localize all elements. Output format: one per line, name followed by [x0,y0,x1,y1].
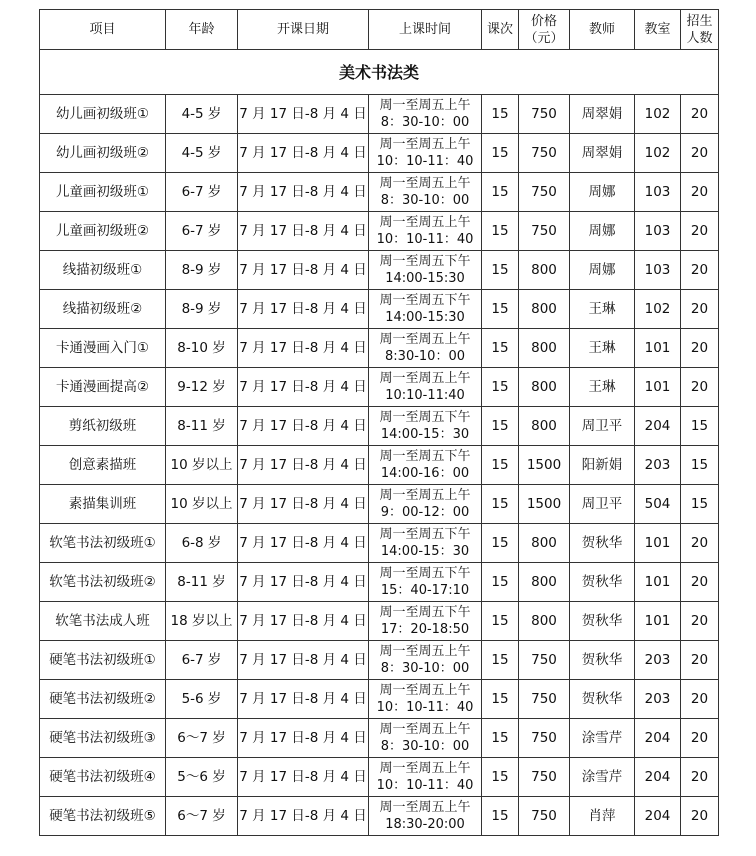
price-cell: 800 [519,524,570,563]
quota-cell: 20 [681,680,719,719]
start-date-cell: 7 月 17 日-8 月 4 日 [238,290,369,329]
class-time-cell [369,134,482,173]
start-date-cell: 7 月 17 日-8 月 4 日 [238,368,369,407]
sessions-cell: 15 [482,368,519,407]
table-row [40,524,719,563]
sessions-cell: 15 [482,173,519,212]
course-name-cell: 硬笔书法初级班⑤ [40,797,166,836]
header-teacher: 教师 [570,10,635,50]
start-date-cell: 7 月 17 日-8 月 4 日 [238,797,369,836]
class-time-days: 周一至周五下午 [379,605,471,620]
teacher-cell: 王琳 [570,368,635,407]
price-cell: 750 [519,212,570,251]
teacher-cell: 周娜 [570,212,635,251]
header-quota: 招生 人数 [681,10,719,50]
start-date-cell: 7 月 17 日-8 月 4 日 [238,485,369,524]
age-cell: 5～6 岁 [166,758,238,797]
table-row [40,407,719,446]
table-row [40,368,719,407]
class-time-cell [369,680,482,719]
class-time-days: 周一至周五下午 [379,449,471,464]
schedule-table-wrapper [39,9,719,836]
class-time-cell [369,446,482,485]
table-row [40,95,719,134]
start-date-cell: 7 月 17 日-8 月 4 日 [238,329,369,368]
price-cell: 800 [519,329,570,368]
room-cell: 204 [635,407,681,446]
course-name-cell: 硬笔书法初级班② [40,680,166,719]
class-time-hours: 8：30-10：00 [380,193,470,208]
room-cell: 204 [635,758,681,797]
teacher-cell: 周娜 [570,173,635,212]
room-cell: 203 [635,680,681,719]
class-time-hours: 15：40-17:10 [380,583,470,598]
course-name-cell: 剪纸初级班 [40,407,166,446]
price-cell: 800 [519,407,570,446]
header-price: 价格 （元） [519,10,570,50]
class-time-days: 周一至周五上午 [379,683,471,698]
class-time-cell [369,368,482,407]
room-cell: 101 [635,368,681,407]
teacher-cell: 贺秋华 [570,563,635,602]
price-cell: 800 [519,251,570,290]
table-row [40,680,719,719]
age-cell: 6-7 岁 [166,641,238,680]
table-row [40,758,719,797]
start-date-cell: 7 月 17 日-8 月 4 日 [238,212,369,251]
start-date-cell: 7 月 17 日-8 月 4 日 [238,602,369,641]
quota-cell: 20 [681,134,719,173]
age-cell: 10 岁以上 [166,485,238,524]
class-time-cell [369,602,482,641]
class-time-hours: 14:00-15:30 [385,271,465,286]
quota-cell: 15 [681,485,719,524]
room-cell: 101 [635,563,681,602]
room-cell: 203 [635,641,681,680]
course-name-cell: 硬笔书法初级班④ [40,758,166,797]
class-time-cell [369,563,482,602]
teacher-cell: 贺秋华 [570,524,635,563]
table-row [40,446,719,485]
class-time-days: 周一至周五上午 [379,371,471,386]
age-cell: 6-7 岁 [166,173,238,212]
class-time-days: 周一至周五下午 [379,566,471,581]
class-time-hours: 9：00-12：00 [380,505,470,520]
table-row [40,602,719,641]
age-cell: 8-9 岁 [166,251,238,290]
start-date-cell: 7 月 17 日-8 月 4 日 [238,641,369,680]
price-cell: 750 [519,680,570,719]
room-cell: 204 [635,797,681,836]
quota-cell: 20 [681,758,719,797]
age-cell: 4-5 岁 [166,95,238,134]
table-row [40,134,719,173]
price-cell: 750 [519,758,570,797]
header-project: 项目 [40,10,166,50]
class-time-hours: 8:30-10：00 [385,349,465,364]
class-time-days: 周一至周五上午 [379,98,471,113]
table-row [40,485,719,524]
room-cell: 101 [635,524,681,563]
class-time-days: 周一至周五上午 [379,800,471,815]
price-cell: 750 [519,173,570,212]
teacher-cell: 王琳 [570,329,635,368]
class-time-cell [369,251,482,290]
age-cell: 10 岁以上 [166,446,238,485]
class-time-hours: 8：30-10：00 [380,739,470,754]
header-class-time: 上课时间 [369,10,482,50]
room-cell: 203 [635,446,681,485]
class-time-hours: 17：20-18:50 [380,622,470,637]
course-name-cell: 儿童画初级班① [40,173,166,212]
room-cell: 504 [635,485,681,524]
class-time-days: 周一至周五上午 [379,332,471,347]
teacher-cell: 涂雪芹 [570,758,635,797]
price-cell: 750 [519,641,570,680]
course-name-cell: 硬笔书法初级班① [40,641,166,680]
price-cell: 800 [519,290,570,329]
class-time-cell [369,407,482,446]
sessions-cell: 15 [482,797,519,836]
age-cell: 4-5 岁 [166,134,238,173]
section-title: 美术书法类 [40,50,719,95]
table-row [40,290,719,329]
room-cell: 101 [635,602,681,641]
room-cell: 204 [635,719,681,758]
sessions-cell: 15 [482,563,519,602]
sessions-cell: 15 [482,719,519,758]
header-room: 教室 [635,10,681,50]
room-cell: 103 [635,251,681,290]
quota-cell: 20 [681,602,719,641]
course-name-cell: 创意素描班 [40,446,166,485]
course-name-cell: 卡通漫画入门① [40,329,166,368]
sessions-cell: 15 [482,290,519,329]
header-age: 年龄 [166,10,238,50]
teacher-cell: 贺秋华 [570,602,635,641]
sessions-cell: 15 [482,95,519,134]
class-time-cell [369,212,482,251]
price-cell: 1500 [519,446,570,485]
sessions-cell: 15 [482,251,519,290]
class-time-cell [369,290,482,329]
class-time-hours: 14:00-15：30 [380,544,470,559]
course-name-cell: 幼儿画初级班① [40,95,166,134]
table-row [40,329,719,368]
class-time-days: 周一至周五上午 [379,644,471,659]
start-date-cell: 7 月 17 日-8 月 4 日 [238,407,369,446]
class-time-hours: 8：30-10：00 [380,115,470,130]
start-date-cell: 7 月 17 日-8 月 4 日 [238,95,369,134]
class-time-days: 周一至周五上午 [379,761,471,776]
table-row [40,797,719,836]
table-row [40,173,719,212]
course-name-cell: 软笔书法初级班② [40,563,166,602]
price-cell: 750 [519,134,570,173]
quota-cell: 20 [681,329,719,368]
header-sessions: 课次 [482,10,519,50]
start-date-cell: 7 月 17 日-8 月 4 日 [238,446,369,485]
teacher-cell: 周卫平 [570,485,635,524]
quota-cell: 20 [681,212,719,251]
sessions-cell: 15 [482,602,519,641]
price-cell: 750 [519,797,570,836]
quota-cell: 20 [681,563,719,602]
class-time-cell [369,95,482,134]
quota-cell: 20 [681,173,719,212]
class-time-hours: 10:10-11:40 [385,388,465,403]
table-row [40,641,719,680]
class-time-cell [369,641,482,680]
price-cell: 1500 [519,485,570,524]
quota-cell: 20 [681,251,719,290]
sessions-cell: 15 [482,758,519,797]
start-date-cell: 7 月 17 日-8 月 4 日 [238,524,369,563]
course-schedule-table [39,9,719,836]
class-time-days: 周一至周五上午 [379,722,471,737]
class-time-hours: 14:00-16：00 [380,466,470,481]
course-name-cell: 幼儿画初级班② [40,134,166,173]
start-date-cell: 7 月 17 日-8 月 4 日 [238,680,369,719]
sessions-cell: 15 [482,134,519,173]
room-cell: 102 [635,95,681,134]
class-time-days: 周一至周五上午 [379,488,471,503]
teacher-cell: 贺秋华 [570,680,635,719]
class-time-days: 周一至周五下午 [379,293,471,308]
class-time-hours: 14:00-15：30 [380,427,470,442]
table-row [40,563,719,602]
table-row [40,212,719,251]
sessions-cell: 15 [482,524,519,563]
class-time-hours: 10：10-11：40 [376,154,474,169]
teacher-cell: 涂雪芹 [570,719,635,758]
class-time-cell [369,524,482,563]
price-cell: 800 [519,368,570,407]
start-date-cell: 7 月 17 日-8 月 4 日 [238,251,369,290]
room-cell: 101 [635,329,681,368]
class-time-days: 周一至周五下午 [379,410,471,425]
start-date-cell: 7 月 17 日-8 月 4 日 [238,134,369,173]
course-name-cell: 儿童画初级班② [40,212,166,251]
class-time-days: 周一至周五下午 [379,527,471,542]
course-name-cell: 素描集训班 [40,485,166,524]
room-cell: 102 [635,134,681,173]
age-cell: 18 岁以上 [166,602,238,641]
class-time-cell [369,485,482,524]
class-time-cell [369,797,482,836]
sessions-cell: 15 [482,407,519,446]
quota-cell: 20 [681,641,719,680]
class-time-days: 周一至周五上午 [379,176,471,191]
room-cell: 102 [635,290,681,329]
age-cell: 8-10 岁 [166,329,238,368]
teacher-cell: 王琳 [570,290,635,329]
age-cell: 8-11 岁 [166,563,238,602]
section-row [40,50,719,95]
sessions-cell: 15 [482,446,519,485]
class-time-cell [369,329,482,368]
class-time-days: 周一至周五下午 [379,254,471,269]
course-name-cell: 卡通漫画提高② [40,368,166,407]
quota-cell: 20 [681,95,719,134]
sessions-cell: 15 [482,329,519,368]
class-time-days: 周一至周五上午 [379,137,471,152]
course-name-cell: 软笔书法成人班 [40,602,166,641]
sessions-cell: 15 [482,641,519,680]
age-cell: 6～7 岁 [166,719,238,758]
sessions-cell: 15 [482,485,519,524]
price-cell: 800 [519,563,570,602]
class-time-hours: 14:00-15:30 [385,310,465,325]
quota-cell: 15 [681,446,719,485]
class-time-cell [369,719,482,758]
class-time-hours: 10：10-11：40 [376,778,474,793]
table-row [40,251,719,290]
room-cell: 103 [635,212,681,251]
start-date-cell: 7 月 17 日-8 月 4 日 [238,719,369,758]
start-date-cell: 7 月 17 日-8 月 4 日 [238,758,369,797]
age-cell: 6-7 岁 [166,212,238,251]
course-name-cell: 线描初级班① [40,251,166,290]
table-row [40,719,719,758]
age-cell: 5-6 岁 [166,680,238,719]
course-name-cell: 线描初级班② [40,290,166,329]
age-cell: 6～7 岁 [166,797,238,836]
quota-cell: 20 [681,290,719,329]
teacher-cell: 贺秋华 [570,641,635,680]
header-start-date: 开课日期 [238,10,369,50]
sessions-cell: 15 [482,680,519,719]
start-date-cell: 7 月 17 日-8 月 4 日 [238,563,369,602]
quota-cell: 20 [681,719,719,758]
room-cell: 103 [635,173,681,212]
sessions-cell: 15 [482,212,519,251]
course-name-cell: 硬笔书法初级班③ [40,719,166,758]
age-cell: 8-11 岁 [166,407,238,446]
class-time-cell [369,173,482,212]
quota-cell: 20 [681,368,719,407]
price-cell: 750 [519,719,570,758]
teacher-cell: 周娜 [570,251,635,290]
quota-cell: 15 [681,407,719,446]
class-time-hours: 10：10-11：40 [376,700,474,715]
teacher-cell: 肖萍 [570,797,635,836]
age-cell: 9-12 岁 [166,368,238,407]
header-row [40,10,719,50]
class-time-hours: 10：10-11：40 [376,232,474,247]
class-time-hours: 18:30-20:00 [385,817,465,832]
teacher-cell: 周翠娟 [570,95,635,134]
age-cell: 6-8 岁 [166,524,238,563]
class-time-hours: 8：30-10：00 [380,661,470,676]
class-time-cell [369,758,482,797]
teacher-cell: 阳新娟 [570,446,635,485]
quota-cell: 20 [681,524,719,563]
class-time-days: 周一至周五上午 [379,215,471,230]
price-cell: 800 [519,602,570,641]
start-date-cell: 7 月 17 日-8 月 4 日 [238,173,369,212]
quota-cell: 20 [681,797,719,836]
teacher-cell: 周卫平 [570,407,635,446]
course-name-cell: 软笔书法初级班① [40,524,166,563]
price-cell: 750 [519,95,570,134]
teacher-cell: 周翠娟 [570,134,635,173]
age-cell: 8-9 岁 [166,290,238,329]
